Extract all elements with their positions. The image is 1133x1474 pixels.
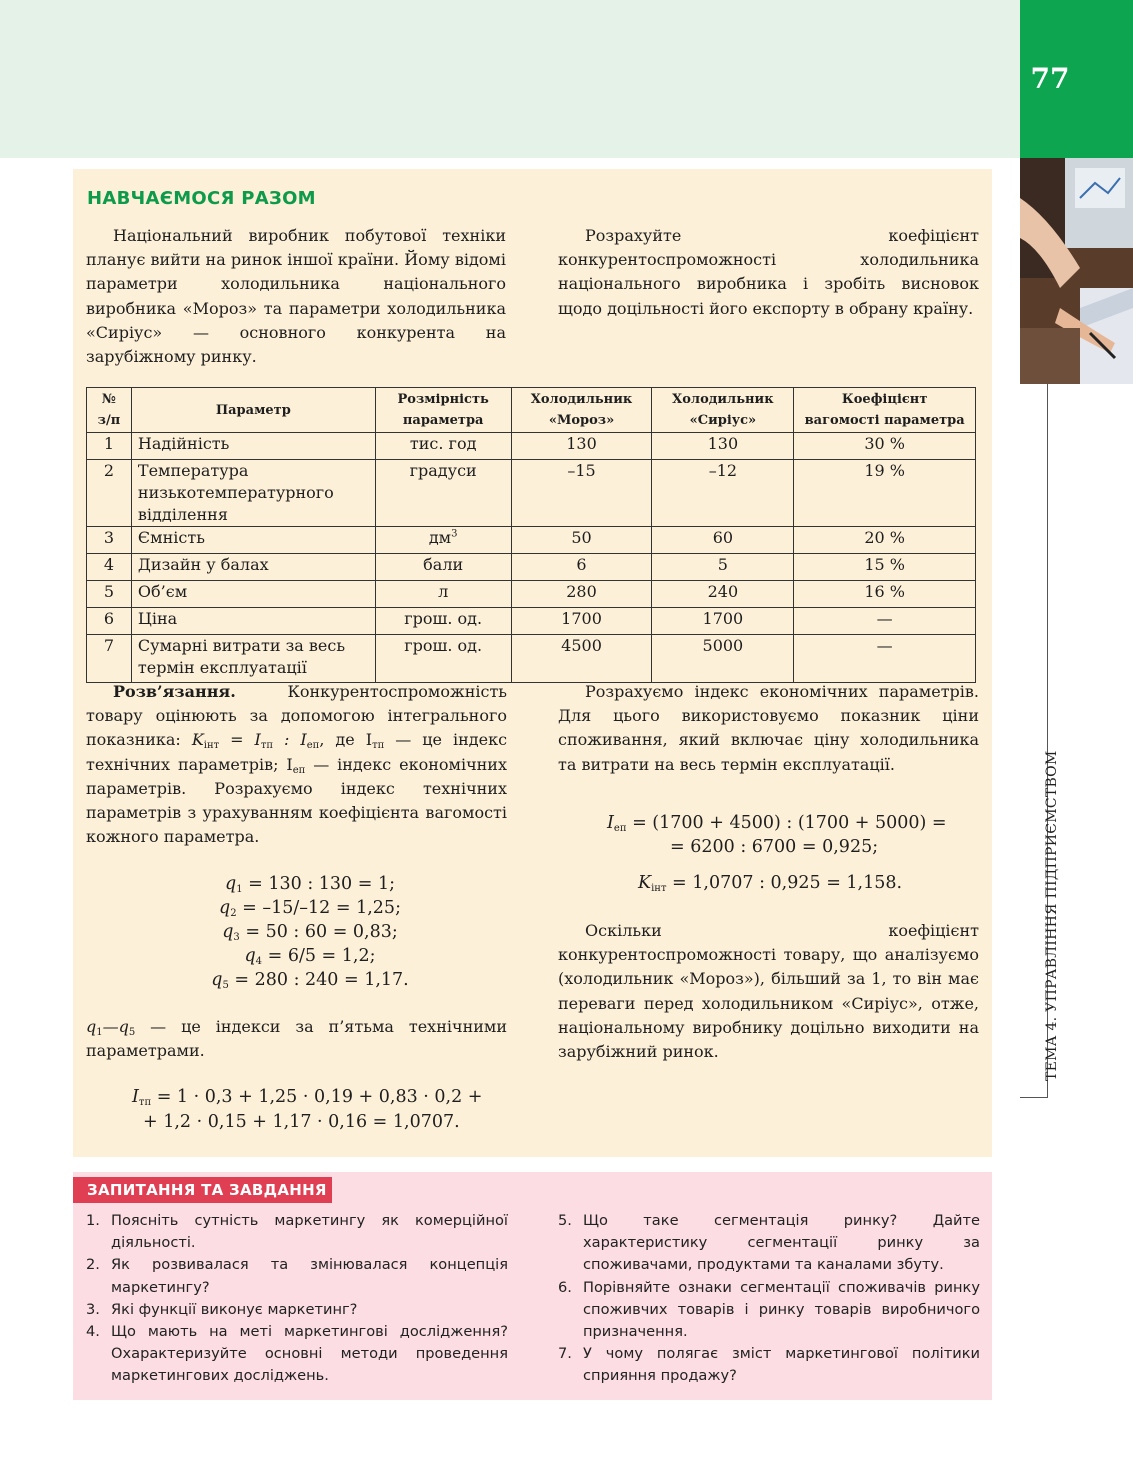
cell-parameter: Температура низькотемпературного відділення — [131, 460, 375, 527]
header-parameter: Параметр — [131, 388, 375, 433]
formula-line: $q_2 = -15/-12 = 1,25$; — [219, 898, 401, 919]
cell-parameter: Сумарні витрати за весь термін експлуатації — [131, 635, 375, 683]
cell-number: 2 — [87, 460, 132, 527]
itp-formula-line1: $I_{тп} = 1 \cdot 0,3 + 1,25 \cdot 0,19 + 0,83 \cdot 0,2$ + — [132, 1087, 483, 1108]
cell-number: 1 — [87, 433, 132, 460]
table-row — [87, 554, 976, 581]
formula-line: $q_3 = 50$ : 60 = 0,83; — [222, 922, 398, 943]
solution-left-text — [86, 680, 507, 849]
questions-title: ЗАПИТАННЯ ТА ЗАВДАННЯ — [87, 1181, 327, 1199]
business-photo-image — [1020, 158, 1133, 384]
cell-number: 3 — [87, 527, 132, 554]
cell-unit: $дм^3$ — [375, 527, 511, 554]
cell-weight: — — [794, 635, 976, 683]
cell-weight: 30 % — [794, 433, 976, 460]
table-row — [87, 581, 976, 608]
question-item: 2. Як розвивалася та змінювалася концепція маркетингу? — [86, 1256, 508, 1296]
question-item: 7. У чому полягає зміст маркетингової політики сприяння продажу? — [558, 1345, 980, 1385]
cell-sirius: 1700 — [652, 608, 794, 635]
q-index-formulas — [180, 872, 440, 992]
cell-unit: грош. од. — [375, 608, 511, 635]
cell-moroz: –15 — [511, 460, 652, 527]
cell-sirius: 5 — [652, 554, 794, 581]
header-band — [0, 0, 1020, 158]
cell-moroz: 6 — [511, 554, 652, 581]
cell-parameter: Надійність — [131, 433, 375, 460]
header-unit: Розмірність параметра — [375, 388, 511, 433]
intro-left-text — [86, 224, 506, 369]
topic-title-vertical: ТЕМА 4. УПРАВЛІННЯ ПІДПРИЄМСТВОМ — [1044, 750, 1060, 1081]
solution-paragraph: Розв’язання. Конкурентоспроможність товару оцінюють за допомогою інтегрального показника: $K_{інт} = I_{тп}$ : $I_{еп}$, де $I_{тп}$ — це індекс технічних параметрів; $I_{еп}$ — індекс економічних параметрів. Розрахуємо індекс технічних параметрів з урахуванням коефіцієнта вагомості кожного параметра. — [86, 682, 508, 847]
conclusion-paragraph: Оскільки коефіцієнт конкурентоспроможності товару, що аналізуємо (холодильник «Мороз»), більший за 1, то він має переваги перед холодильником «Сиріус», отже, національному виробнику доцільно виходити на зарубіжний ринок. — [558, 921, 979, 1062]
cell-sirius: 5000 — [652, 635, 794, 683]
economic-params-paragraph: Розрахуємо індекс економічних параметрів. Для цього використовуємо показник ціни споживання, який включає ціну холодильника та витрати на весь термін експлуатації. — [558, 682, 979, 774]
cell-unit: бали — [375, 554, 511, 581]
intro-left-paragraph: Національний виробник побутової техніки планує вийти на ринок іншої країни. Йому відомі параметри холодильника національного виробника «Мороз» та параметри холодильника «Сиріус» — основного конкурента на зарубіжному ринку. — [86, 226, 506, 367]
header-weight: Коефіцієнт вагомості параметра — [794, 388, 976, 433]
cell-number: 4 — [87, 554, 132, 581]
intro-right-paragraph: Розрахуйте коефіцієнт конкурентоспроможності холодильника національного виробника і зробіть висновок щодо доцільності його експорту в обрану країну. — [558, 226, 979, 318]
kint-formula: $K_{інт} = 1,0707$ : 0,925 = 1,158. — [638, 873, 903, 894]
table-row — [87, 608, 976, 635]
cell-sirius: 130 — [652, 433, 794, 460]
header-sirius: Холодильник «Сиріус» — [652, 388, 794, 433]
formula-line: $q_1 = 130$ : 130 = 1; — [224, 874, 395, 895]
question-item: 4. Що мають на меті маркетингові дослідження? Охарактеризуйте основні методи проведення маркетингових досліджень. — [86, 1323, 508, 1385]
iep-formula-line2: = 6200 : 6700 = 0,925; — [670, 837, 879, 857]
questions-list-right — [558, 1210, 980, 1388]
table-row — [87, 460, 976, 527]
table-row — [87, 635, 976, 683]
header-moroz: Холодильник «Мороз» — [511, 388, 652, 433]
cell-parameter: Об’єм — [131, 581, 375, 608]
cell-moroz: 50 — [511, 527, 652, 554]
page-number: 77 — [1030, 62, 1070, 95]
table-row — [87, 527, 976, 554]
cell-moroz: 1700 — [511, 608, 652, 635]
cell-unit: градуси — [375, 460, 511, 527]
cell-parameter: Ціна — [131, 608, 375, 635]
cell-sirius: 240 — [652, 581, 794, 608]
cell-unit: л — [375, 581, 511, 608]
parameters-table — [86, 387, 976, 683]
cell-sirius: –12 — [652, 460, 794, 527]
solution-right-text — [558, 680, 979, 777]
formula-line: $q_5 = 280$ : 240 = 1,17. — [211, 970, 409, 991]
cell-unit: тис. год — [375, 433, 511, 460]
cell-number: 6 — [87, 608, 132, 635]
header-number: № з/п — [87, 388, 132, 433]
solution-label: Розв’язання. — [113, 682, 236, 701]
question-item: 3. Які функції виконує маркетинг? — [86, 1300, 358, 1318]
cell-weight: 20 % — [794, 527, 976, 554]
table-row — [87, 433, 976, 460]
intro-right-text — [558, 224, 979, 321]
question-item: 6. Порівняйте ознаки сегментації споживачів ринку споживчих товарів і ринку товарів виробничого призначення. — [558, 1278, 980, 1341]
cell-moroz: 4500 — [511, 635, 652, 683]
cell-moroz: 280 — [511, 581, 652, 608]
cell-number: 5 — [87, 581, 132, 608]
cell-weight: 19 % — [794, 460, 976, 527]
cell-weight: — — [794, 608, 976, 635]
cell-weight: 15 % — [794, 554, 976, 581]
formula-line: $q_4 = 6/5 = 1,2$; — [244, 946, 376, 967]
cell-sirius: 60 — [652, 527, 794, 554]
learn-together-title: НАВЧАЄМОСЯ РАЗОМ — [87, 188, 316, 209]
cell-parameter: Дизайн у балах — [131, 554, 375, 581]
question-item: 5. Що таке сегментація ринку? Дайте характеристику сегментації ринку за споживачами, продуктами та каналами збуту. — [558, 1212, 980, 1274]
cell-parameter: Ємність — [131, 527, 375, 554]
questions-list-left — [86, 1210, 508, 1388]
cell-weight: 16 % — [794, 581, 976, 608]
cell-moroz: 130 — [511, 433, 652, 460]
iep-formula-line1: $I_{еп} = (1700 + 4500)$ : (1700 + 5000) = — [607, 813, 947, 834]
table-header-row — [87, 388, 976, 433]
cell-unit: грош. од. — [375, 635, 511, 683]
conclusion-text — [558, 919, 979, 1064]
question-item: 1. Поясніть сутність маркетингу як комерційної діяльності. — [86, 1212, 508, 1252]
q-index-explanation: $q_1—q_5$ — це індекси за п’ятьма технічними параметрами. — [86, 1017, 507, 1061]
cell-number: 7 — [87, 635, 132, 683]
itp-formula-line2: + 1,2 · 0,15 + 1,17 · 0,16 = 1,0707. — [143, 1112, 460, 1132]
